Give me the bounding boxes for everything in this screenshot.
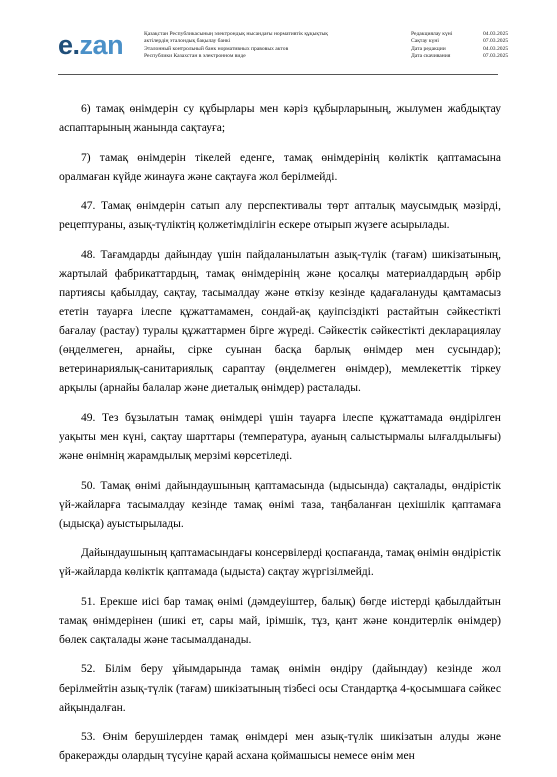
org-line: Эталонный контрольный банк нормативных правовых актов [144, 45, 289, 52]
org-line: Республики Казахстан в электронном виде [144, 53, 246, 60]
paragraph: 7) тамақ өнімдерін тікелей еденге, тамақ өнімдерінің көліктік қаптамасына оралмаған күйде жинауға және сақтауға жол берілмейді. [59, 151, 501, 183]
date-row: Редакциялау күні 04.03.2025 [411, 31, 509, 37]
org-line: Қазақстан Республикасының электрондық нысандағы нормативтік құқықтық [144, 31, 328, 37]
date-row: Дата редакции 04.03.2025 [411, 45, 509, 52]
header-divider [58, 74, 498, 75]
paragraph: 48. Тағамдарды дайындау үшін пайдаланылатын азық-түлік (тағам) шикізатының, жартылай фабрикаттардың, тамақ өнімдерінің және қосалқы материалдардың әрбір партиясы қабылдау, сақтау, тасымалдау және өткізу кезінде қадағалануды қамтамасыз ететін тауарға ілеспе құжаттамамен, сондай-ақ қауіпсіздікті растайтын сәйкестікті бағалау (растау) туралы құжаттармен бірге жүреді. Сәйкестік сәйкестікті декларациялау (өңделмеген, арнайы, сірке суынан басқа барлық өнімдер мен сусындар); ветеринариялық-санитариялық сараптау (өңделмеген өнімдер), мемлекеттік тіркеу арқылы (арнайы балалар және диеталық өнімдер) расталады. [59, 248, 501, 395]
paragraph: 51. Ерекше иісі бар тамақ өнімі (дәмдеуіштер, балық) бөгде иістерді қабылдайтын тамақ өнімдерінен (шикі ет, сары май, ірімшік, тұз, қант және кондитерлік өнімдер) бөлек сақталады және тасымалданады. [59, 595, 501, 646]
paragraph: 6) тамақ өнімдерін су құбырлары мен кәріз құбырларының, жылумен жабдықтау аспаптарының жанында сақтауға; [59, 103, 501, 135]
paragraph: 47. Тамақ өнімдерін сатып алу перспективалы төрт апталық маусымдық мәзірді, рецептураны, азық-түліктің қолжетімділігін ескере отырып жүзеге асырылады. [59, 200, 501, 232]
paragraph: 53. Өнім берушілерден тамақ өнімдері мен азық-түлік шикізатын алуды және бракеражды олардың түсуіне қарай асхана қоймашысы немесе өнім мен [59, 731, 501, 763]
date-row: Дата скачивания 07.03.2025 [411, 53, 509, 60]
date-row: Сақтау күні 07.03.2025 [411, 38, 509, 45]
document-body [59, 100, 501, 777]
document-header [0, 0, 557, 76]
paragraph: 49. Тез бұзылатын тамақ өнімдері үшін тауарға ілеспе құжаттамада өндірілген уақыты мен күні, сақтау шарттары (температура, ауаның салыстырмалы ылғалдылығы) және өнімнің жарамдылық мерзімі көрсетіледі. [59, 411, 501, 463]
paragraph: Дайындаушының қаптамасындағы консервілерді қоспағанда, тамақ өнімін өндірістік үй-жайларда көліктік қаптамада (ыдыста) сақтау жүргізілмейді. [59, 547, 501, 579]
header-dates [411, 31, 523, 61]
org-line: актілердің эталондық бақылау банкі [144, 38, 231, 45]
header-organization-text [144, 31, 390, 61]
paragraph: 50. Тамақ өнімі дайындаушының қаптамасында (ыдысында) сақталады, өндірістік үй-жайларға тасымалдау кезінде тамақ өнімі таза, таңбаланған цехішілік қаптамаға (ыдысқа) ауыстырылады. [59, 479, 501, 530]
paragraph: 52. Білім беру ұйымдарында тамақ өнімін өндіру (дайындау) кезінде жол берілмейтін азық-түлік (тағам) шикізатының тізбесі осы Стандартқа 4-қосымшаға сәйкес айқындалған. [59, 663, 501, 714]
ezan-logo: e.zan [58, 30, 124, 60]
